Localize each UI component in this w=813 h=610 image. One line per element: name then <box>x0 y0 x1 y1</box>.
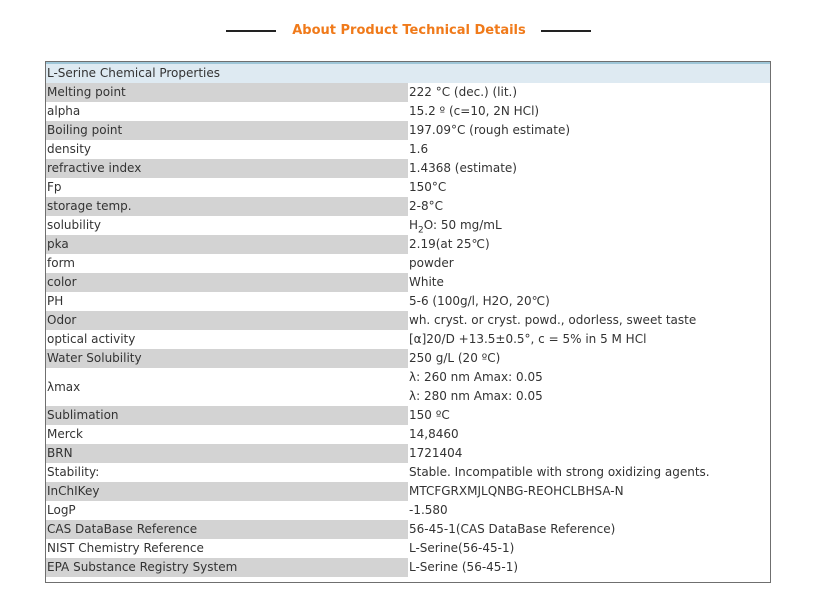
table-row <box>46 159 770 178</box>
section-heading <box>0 22 813 42</box>
property-name: refractive index <box>46 159 408 178</box>
table-row <box>46 83 770 102</box>
property-value: 2-8°C <box>408 197 770 216</box>
property-name: BRN <box>46 444 408 463</box>
property-value: powder <box>408 254 770 273</box>
table-row <box>46 558 770 577</box>
property-name: Merck <box>46 425 408 444</box>
property-value: L-Serine(56-45-1) <box>408 539 770 558</box>
table-row <box>46 330 770 349</box>
property-value: 150°C <box>408 178 770 197</box>
table-row <box>46 539 770 558</box>
property-name: CAS DataBase Reference <box>46 520 408 539</box>
table-row <box>46 292 770 311</box>
property-value: 2.19(at 25℃) <box>408 235 770 254</box>
properties-table-container <box>45 61 771 583</box>
property-value: 1721404 <box>408 444 770 463</box>
table-title: L-Serine Chemical Properties <box>46 63 770 83</box>
property-value-line: λ: 260 nm Amax: 0.05 <box>409 370 543 384</box>
table-row <box>46 102 770 121</box>
table-row <box>46 463 770 482</box>
table-row <box>46 444 770 463</box>
property-value <box>408 216 770 235</box>
formula-subscript: 2 <box>418 225 424 235</box>
property-name: pka <box>46 235 408 254</box>
property-value: [α]20/D +13.5±0.5°, c = 5% in 5 M HCl <box>408 330 770 349</box>
table-row <box>46 178 770 197</box>
property-name: optical activity <box>46 330 408 349</box>
property-name: EPA Substance Registry System <box>46 558 408 577</box>
property-value: -1.580 <box>408 501 770 520</box>
property-value: 5-6 (100g/l, H2O, 20℃) <box>408 292 770 311</box>
table-row <box>46 520 770 539</box>
property-value: MTCFGRXMJLQNBG-REOHCLBHSA-N <box>408 482 770 501</box>
property-value: 1.4368 (estimate) <box>408 159 770 178</box>
property-name: storage temp. <box>46 197 408 216</box>
property-name: InChIKey <box>46 482 408 501</box>
table-row <box>46 501 770 520</box>
property-name: λmax <box>46 368 408 406</box>
property-name: color <box>46 273 408 292</box>
section-title: About Product Technical Details <box>292 23 526 38</box>
property-name: Water Solubility <box>46 349 408 368</box>
property-value: 1.6 <box>408 140 770 159</box>
property-name: solubility <box>46 216 408 235</box>
property-name: NIST Chemistry Reference <box>46 539 408 558</box>
property-name: Boiling point <box>46 121 408 140</box>
table-row <box>46 406 770 425</box>
property-value: 250 g/L (20 ºC) <box>408 349 770 368</box>
table-row <box>46 349 770 368</box>
property-name: Stability: <box>46 463 408 482</box>
chemical-properties-table <box>46 62 770 577</box>
formula-part: H <box>409 218 419 232</box>
property-value: 14,8460 <box>408 425 770 444</box>
table-row <box>46 482 770 501</box>
table-row <box>46 140 770 159</box>
heading-divider-right <box>541 30 591 32</box>
property-value: 15.2 º (c=10, 2N HCl) <box>408 102 770 121</box>
property-name: alpha <box>46 102 408 121</box>
property-name: Odor <box>46 311 408 330</box>
property-name: form <box>46 254 408 273</box>
table-row <box>46 368 770 406</box>
property-name: LogP <box>46 501 408 520</box>
property-name: Sublimation <box>46 406 408 425</box>
property-value-line: λ: 280 nm Amax: 0.05 <box>409 389 543 403</box>
property-name: Melting point <box>46 83 408 102</box>
property-value: Stable. Incompatible with strong oxidizing agents. <box>408 463 770 482</box>
table-row <box>46 311 770 330</box>
table-row <box>46 235 770 254</box>
table-row <box>46 273 770 292</box>
property-name: density <box>46 140 408 159</box>
table-title-row <box>46 63 770 83</box>
table-row <box>46 121 770 140</box>
property-value: White <box>408 273 770 292</box>
property-value: 150 ºC <box>408 406 770 425</box>
property-value: 56-45-1(CAS DataBase Reference) <box>408 520 770 539</box>
property-name: Fp <box>46 178 408 197</box>
table-row <box>46 216 770 235</box>
table-row <box>46 197 770 216</box>
property-value: L-Serine (56-45-1) <box>408 558 770 577</box>
heading-divider-left <box>226 30 276 32</box>
property-name: PH <box>46 292 408 311</box>
property-value: 222 °C (dec.) (lit.) <box>408 83 770 102</box>
property-value: 197.09°C (rough estimate) <box>408 121 770 140</box>
table-row <box>46 425 770 444</box>
property-value: wh. cryst. or cryst. powd., odorless, sweet taste <box>408 311 770 330</box>
property-value <box>408 368 770 406</box>
table-row <box>46 254 770 273</box>
formula-part: O: 50 mg/mL <box>423 218 502 232</box>
